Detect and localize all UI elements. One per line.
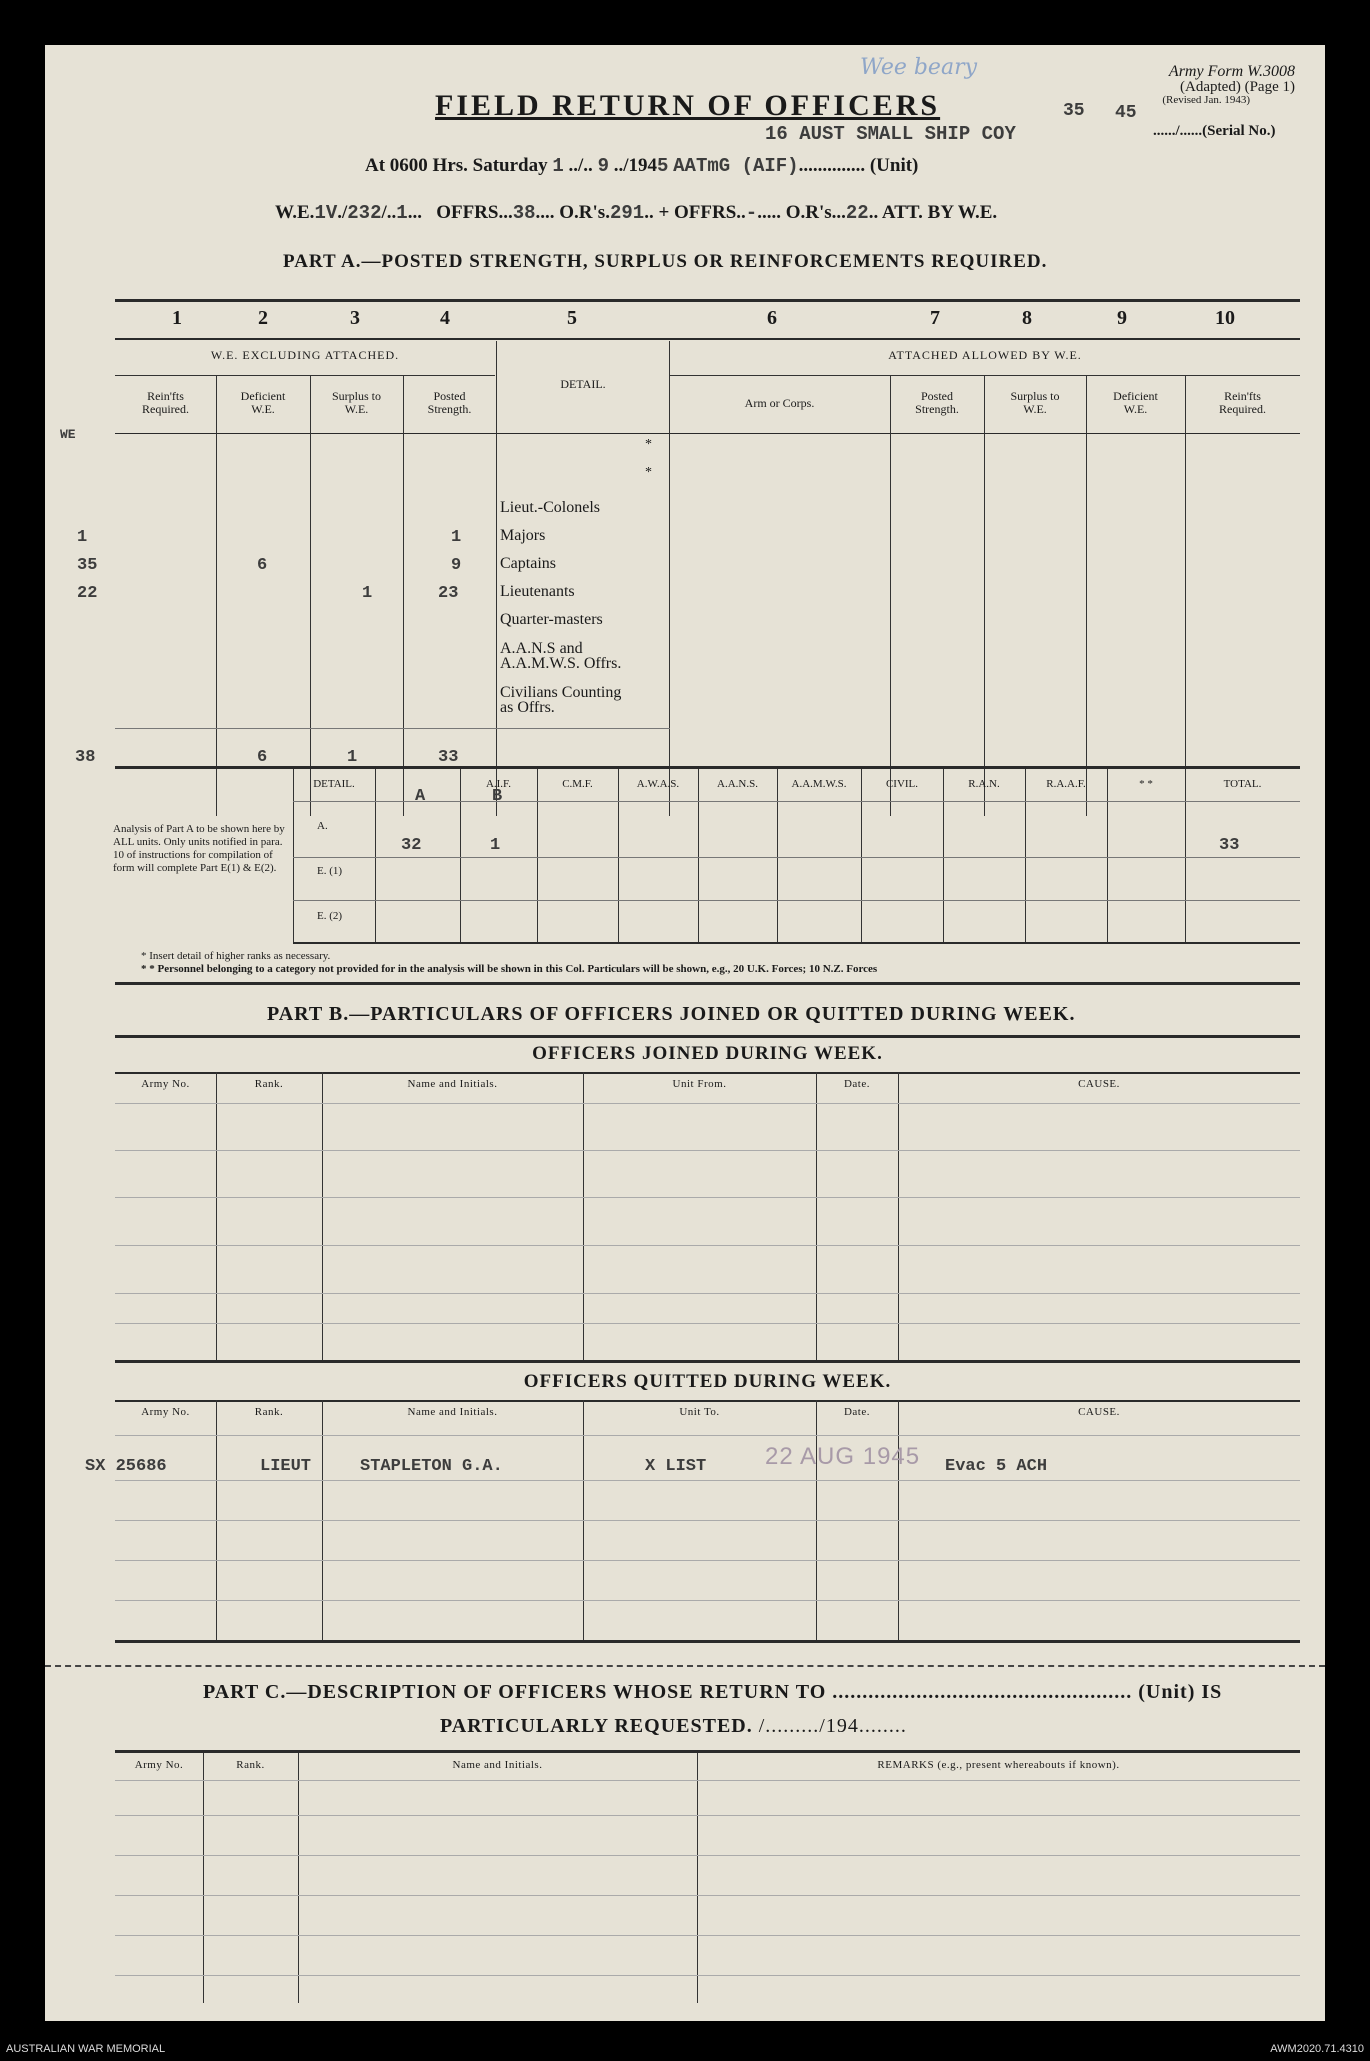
analysis-col-line: [293, 769, 294, 943]
column-header: Rein'fts Required.: [1219, 389, 1266, 416]
at-line-prefix: At 0600 Hrs. Saturday: [365, 155, 548, 176]
column-number: 5: [567, 307, 577, 329]
joined-row-line: [115, 1103, 1300, 1104]
analysis-header: A.A.N.S.: [717, 778, 758, 790]
quitted-header: Unit To.: [679, 1406, 720, 1418]
column-number: 3: [350, 307, 360, 329]
quitted-row-line: [115, 1600, 1300, 1601]
part-c-header: Name and Initials.: [452, 1759, 543, 1771]
quitted-row-line: [115, 1520, 1300, 1521]
joined-row-line: [115, 1150, 1300, 1151]
part-c-row-line: [115, 1815, 1300, 1816]
footer-right: AWM2020.71.4310: [1270, 2043, 1364, 2055]
analysis-col-line: [537, 769, 538, 943]
column-number: 1: [172, 307, 182, 329]
analysis-col-line: [1185, 769, 1186, 943]
part-c-row-line: [115, 1935, 1300, 1936]
column-number: 10: [1215, 307, 1235, 329]
serial-typed: 35: [1063, 101, 1085, 121]
army-form-label: Army Form W.3008: [1168, 63, 1295, 80]
joined-col-line: [322, 1072, 323, 1360]
part-c-line1-end: (Unit) IS: [1138, 1681, 1223, 1703]
day-typed: 1: [552, 155, 564, 177]
part-c-line1: PART C.—DESCRIPTION OF OFFICERS WHOSE RETURN TO: [203, 1681, 827, 1703]
form-title: FIELD RETURN OF OFFICERS: [435, 89, 941, 122]
margin-value: 35: [77, 556, 98, 575]
column-number: 9: [1117, 307, 1127, 329]
part-c-row-line: [115, 1855, 1300, 1856]
serial-label: (Serial No.): [1202, 123, 1276, 139]
joined-col-line: [216, 1072, 217, 1360]
quitted-row-line: [115, 1560, 1300, 1561]
column-number: 4: [440, 307, 450, 329]
ors-label: O.R's.: [559, 202, 610, 223]
quitted-header: Army No.: [141, 1406, 190, 1418]
analysis-col-line: [1107, 769, 1108, 943]
quitted-header: Date.: [843, 1406, 870, 1418]
part-b-title: PART B.—PARTICULARS OF OFFICERS JOINED OR QUITTED DURING WEEK.: [267, 1003, 1076, 1025]
part-c-row-line: [115, 1780, 1300, 1781]
handwritten-note: Wee beary: [860, 55, 978, 80]
joined-header: Rank.: [254, 1078, 284, 1090]
part-c-row-line: [115, 1975, 1300, 1976]
quitted-header: CAUSE.: [1078, 1406, 1120, 1418]
year-typed: 5: [657, 155, 669, 177]
total-posted: 33: [438, 748, 459, 767]
rank-label: Lieutenants: [500, 583, 575, 600]
analysis-row-line: [293, 900, 1300, 901]
joined-row-line: [115, 1197, 1300, 1198]
total-margin: 38: [75, 748, 96, 767]
serial-typed-2: 45: [1115, 103, 1137, 123]
att-label: ATT. BY W.E.: [881, 202, 998, 223]
quitted-cause: Evac 5 ACH: [945, 1457, 1048, 1476]
quitted-row-line: [115, 1435, 1300, 1436]
footnote-1: * Insert detail of higher ranks as necessary.: [141, 950, 331, 962]
quitted-army-no: SX 25686: [85, 1457, 167, 1476]
column-header: Surplus to W.E.: [331, 389, 381, 416]
tear-line: [45, 1665, 1325, 1667]
part-c-col-line: [298, 1753, 299, 2003]
quitted-header: Name and Initials.: [407, 1406, 498, 1418]
joined-header: Unit From.: [672, 1078, 727, 1090]
part-c-header: Army No.: [134, 1759, 184, 1771]
quitted-title: OFFICERS QUITTED DURING WEEK.: [523, 1371, 892, 1392]
analysis-header: CIVIL.: [885, 778, 919, 790]
year-prefix: 194: [628, 155, 657, 176]
part-a-title: PART A.—POSTED STRENGTH, SURPLUS OR REINFORCEMENTS REQUIRED.: [283, 251, 1048, 272]
asterisk-1: *: [645, 437, 652, 452]
part-c-header: REMARKS (e.g., present whereabouts if known).: [877, 1759, 1120, 1771]
column-number: 2: [258, 307, 268, 329]
quitted-name: STAPLETON G.A.: [360, 1457, 503, 1476]
joined-title: OFFICERS JOINED DURING WEEK.: [532, 1043, 883, 1064]
quitted-rank: LIEUT: [260, 1457, 312, 1476]
quitted-row-line: [115, 1480, 1300, 1481]
we-excluding-label: W.E. EXCLUDING ATTACHED.: [210, 348, 400, 362]
margin-we: WE: [60, 427, 76, 442]
analysis-row-line: [293, 857, 1300, 858]
analysis-col-line: [777, 769, 778, 943]
analysis-col-line: [861, 769, 862, 943]
margin-value: 1: [77, 528, 88, 547]
part-c-header: Rank.: [236, 1759, 265, 1771]
posted-value: 1: [451, 528, 462, 547]
analysis-typed-b: B: [492, 787, 503, 806]
analysis-row-label: E. (1): [317, 865, 343, 877]
footer-left: AUSTRALIAN WAR MEMORIAL: [6, 2043, 166, 2055]
detail-label: DETAIL.: [560, 377, 606, 391]
quitted-bottom: [115, 1640, 1300, 1643]
analysis-note: Analysis of Part A to be shown here by ALL units. Only units notified in para. 10 of instructions for compilation of form will complete Part E(1) & E(2).: [113, 823, 285, 874]
ors2-val: 22: [845, 202, 869, 224]
joined-col-line: [583, 1072, 584, 1360]
joined-header: Name and Initials.: [407, 1078, 498, 1090]
column-header: Posted Strength.: [427, 389, 472, 416]
we-2: 232: [347, 202, 382, 224]
rank-label: Majors: [500, 527, 546, 544]
part-c-date: /........./194........: [758, 1715, 907, 1737]
analysis-header: A.I.F.: [485, 778, 512, 790]
joined-header: CAUSE.: [1078, 1078, 1120, 1090]
part-c-row-line: [115, 1895, 1300, 1896]
unit-typed-2: AATmG (AIF): [673, 155, 799, 177]
we-label: W.E.: [275, 202, 315, 223]
rank-label: A.A.N.S and A.A.M.W.S. Offrs.: [500, 640, 622, 672]
footnote-2: * * Personnel belonging to a category not provided for in the analysis will be shown in this Col. Particulars will be shown, e.g., 20 U.K. Forces; 10 N.Z. Forces: [141, 963, 878, 975]
analysis-header: * *: [1139, 778, 1153, 790]
analysis-value-b: 1: [490, 836, 501, 855]
unit-label: (Unit): [869, 155, 919, 176]
asterisk-2: *: [645, 465, 652, 480]
part-c-col-line: [697, 1753, 698, 2003]
joined-col-line: [898, 1072, 899, 1360]
analysis-typed-a: A: [415, 787, 426, 806]
analysis-value-total: 33: [1219, 836, 1240, 855]
month-typed: 9: [597, 155, 609, 177]
column-header: Posted Strength.: [915, 389, 959, 416]
rank-label: Captains: [500, 555, 556, 572]
analysis-header: A.W.A.S.: [636, 778, 680, 790]
joined-col-line: [816, 1072, 817, 1360]
total-surplus: 1: [347, 748, 358, 767]
column-header: Surplus to W.E.: [1010, 389, 1060, 416]
quitted-header: Rank.: [254, 1406, 284, 1418]
analysis-col-line: [698, 769, 699, 943]
column-number: 6: [767, 307, 777, 329]
revised-label: (Revised Jan. 1943): [1162, 94, 1250, 106]
analysis-row-line: [293, 801, 1300, 802]
we-3: 1: [396, 202, 408, 224]
ors-val: 291: [609, 202, 645, 224]
column-header: Deficient W.E.: [240, 389, 286, 416]
rank-label: Lieut.-Colonels: [500, 499, 600, 516]
analysis-header: A.A.M.W.S.: [791, 778, 847, 790]
joined-row-line: [115, 1245, 1300, 1246]
attached-label: ATTACHED ALLOWED BY W.E.: [888, 348, 1082, 362]
joined-row-line: [115, 1323, 1300, 1324]
column-number: 7: [930, 307, 940, 329]
adapted-label: (Adapted) (Page 1): [1180, 79, 1295, 95]
analysis-header: R.A.N.: [968, 778, 1000, 790]
analysis-bottom: [293, 942, 1300, 944]
part-c-col-line: [203, 1753, 204, 2003]
analysis-row-label: E. (2): [317, 910, 343, 922]
joined-bottom: [115, 1360, 1300, 1363]
analysis-col-line: [943, 769, 944, 943]
analysis-header: DETAIL.: [313, 778, 355, 790]
rank-label: Quarter-masters: [500, 611, 603, 628]
analysis-header: C.M.F.: [562, 778, 593, 790]
form-page: Wee beary Army Form W.3008 (Adapted) (Page 1) (Revised Jan. 1943) 35 45 ....../......(Serial No.) FIELD RETURN OF OFFICERS 16 AUST SMALL SHIP COY At 0600 Hrs. Saturday 1 ../.. 9 ../1945 AATmG (AIF).............. (Unit) W.E.1V./232/..1... OFFRS...38.... O.R's.291.. + OFFRS..-..... O.R's...22.. ATT. BY W.E. PART A.—POSTED STRENGTH, SURPLUS OR REINFORCEMENTS REQUIRED. 1 2 3 4 5 6 7 8 9 10 W.E. EXCLUDING ATTACHED. ATTACHED ALLOWED BY W.E. DETAIL. Rein'fts Required. Deficient W.E. Surplus to W.E. Posted Strength. Arm or Corps. Posted Strength. Surplus to W.E. Deficient W.E. Rein'fts Required. WE * * Lieut.-Colonels Majors Captains Lieutenants Quarter-masters A.A.N.S and A.A.M.W.S. Offrs. Civilians Counting as Offrs. 1 35 22 6 1 1 9 23 38 6 1 33 Analysis of Part A to be shown here by ALL units. Only units notified in para. 10 of instructions for compilation of form will complete Part E(1) & E(2). DETAIL. A.I.F. C.M.F. A.W.A.S. A.A.N.S. A.A.M.W.S. CIVIL. R.A.N. R.A.A.F. * * TOTAL. A. E. (1) E. (2) A B 32 1 33 * Insert detail of higher ranks as necessary. * * Personnel belonging to a category not provided for in the analysis will be shown in this Col. Particulars will be shown, e.g., 20 U.K. Forces; 10 N.Z. Forces PART B.—PARTICULARS OF OFFICERS JOINED OR QUITTED DURING WEEK. OFFICERS JOINED DURING WEEK. Army No. Rank. Name and Initials. Unit From. Date. CAUSE. OFFICERS QUITTED DURING WEEK. Army No. Rank. Name and Initials. Unit To. Date. CAUSE. SX 25686 LIEUT STAPLETON G.A. X LIST 22 AUG 1945 Evac 5 ACH PART C.—DESCRIPTION OF OFFICERS WHOSE RETURN TO .................................................. (Unit) IS PARTICULARLY REQUESTED. /........./194........ Army No. Rank. Name and Initials. REMARKS (e.g., present whereabouts if known).: [45, 45, 1325, 2021]
part-c-line2: PARTICULARLY REQUESTED.: [440, 1715, 753, 1737]
rank-label: Civilians Counting as Offrs.: [500, 684, 622, 716]
joined-header: Army No.: [141, 1078, 190, 1090]
column-header: Deficient W.E.: [1113, 389, 1158, 416]
column-header: Rein'fts Required.: [142, 389, 189, 416]
date-stamp: 22 AUG 1945: [765, 1443, 921, 1470]
analysis-value-aif: 32: [401, 836, 422, 855]
analysis-header: TOTAL.: [1223, 778, 1262, 790]
analysis-col-line: [460, 769, 461, 943]
deficient-value: 6: [257, 556, 268, 575]
plus-offrs-label: + OFFRS.: [658, 202, 742, 223]
joined-row-line: [115, 1293, 1300, 1294]
offrs-label: OFFRS.: [436, 202, 504, 223]
column-header: Arm or Corps.: [744, 396, 815, 410]
posted-value: 9: [451, 556, 462, 575]
ors2-label: O.R's.: [785, 202, 837, 223]
column-number: 8: [1022, 307, 1032, 329]
we-1: 1V: [314, 202, 338, 224]
analysis-header: R.A.A.F.: [1046, 778, 1086, 790]
posted-value: 23: [438, 584, 459, 603]
analysis-row-label: A.: [317, 820, 328, 832]
surplus-value: 1: [362, 584, 373, 603]
analysis-col-line: [375, 769, 376, 943]
analysis-col-line: [618, 769, 619, 943]
quitted-unit: X LIST: [645, 1457, 707, 1476]
offrs-val: 38: [512, 202, 536, 224]
total-deficient: 6: [257, 748, 268, 767]
plus-offrs-val: -: [745, 202, 758, 224]
joined-header: Date.: [843, 1078, 870, 1090]
analysis-col-line: [1025, 769, 1026, 943]
margin-value: 22: [77, 584, 98, 603]
unit-typed: 16 AUST SMALL SHIP COY: [765, 123, 1016, 145]
